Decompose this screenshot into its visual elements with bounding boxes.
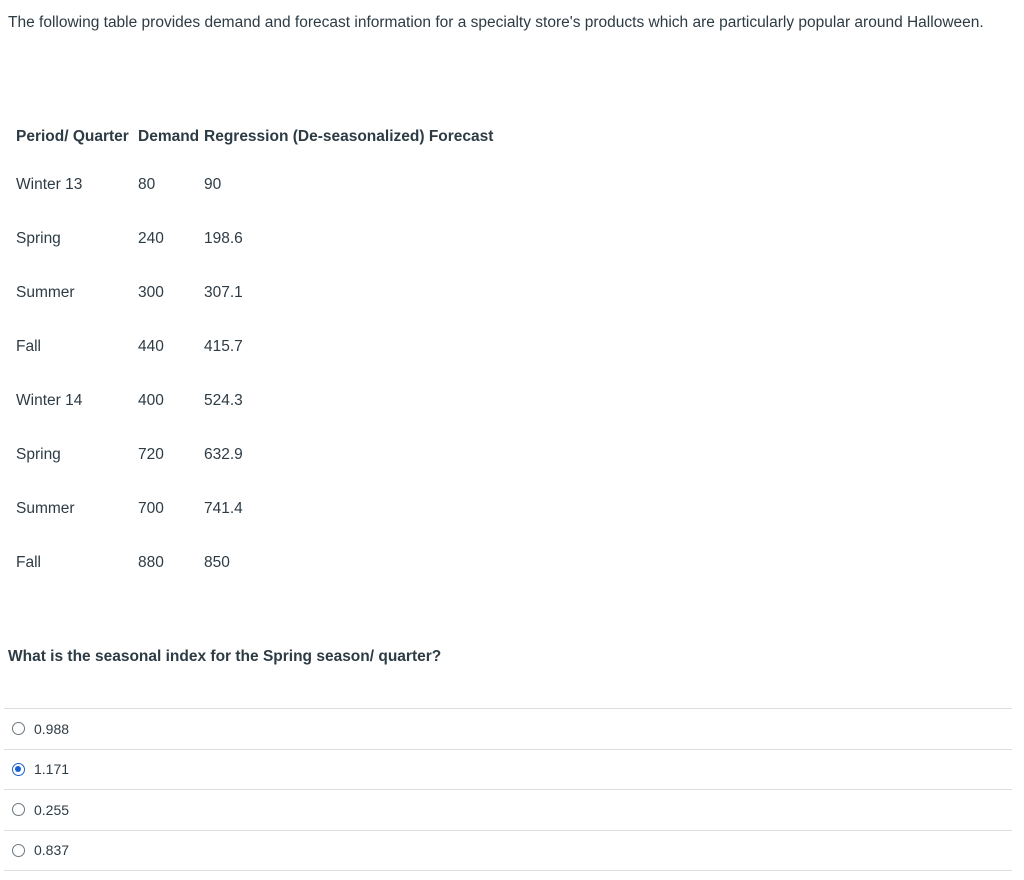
header-period: Period/ Quarter bbox=[16, 128, 129, 145]
cell-period: Winter 13 bbox=[16, 176, 83, 193]
cell-forecast: 741.4 bbox=[204, 500, 243, 517]
cell-forecast: 307.1 bbox=[204, 284, 243, 301]
header-demand: Demand bbox=[138, 128, 200, 145]
answer-label[interactable]: 0.988 bbox=[34, 720, 70, 737]
cell-period: Winter 14 bbox=[16, 392, 83, 409]
cell-demand: 240 bbox=[138, 230, 164, 247]
cell-demand: 80 bbox=[138, 176, 156, 193]
table-row bbox=[8, 158, 493, 212]
cell-forecast: 632.9 bbox=[204, 446, 243, 463]
table-row bbox=[8, 266, 493, 320]
answer-label[interactable]: 0.255 bbox=[34, 801, 70, 818]
cell-period: Summer bbox=[16, 284, 75, 301]
cell-forecast: 198.6 bbox=[204, 230, 243, 247]
answer-label[interactable]: 1.171 bbox=[34, 761, 70, 778]
cell-period: Spring bbox=[16, 446, 61, 463]
cell-period: Fall bbox=[16, 554, 41, 571]
table-row bbox=[8, 374, 493, 428]
cell-forecast: 415.7 bbox=[204, 338, 243, 355]
cell-period: Fall bbox=[16, 338, 41, 355]
cell-demand: 700 bbox=[138, 500, 164, 517]
table-row bbox=[8, 212, 493, 266]
radio-button-icon[interactable] bbox=[12, 763, 25, 776]
answer-option[interactable] bbox=[4, 750, 1012, 791]
table-row bbox=[8, 428, 493, 482]
answer-label[interactable]: 0.837 bbox=[34, 842, 70, 859]
cell-period: Summer bbox=[16, 500, 75, 517]
table-row bbox=[8, 536, 493, 590]
radio-button-icon[interactable] bbox=[12, 722, 25, 735]
cell-demand: 300 bbox=[138, 284, 164, 301]
table-row bbox=[8, 320, 493, 374]
header-forecast: Regression (De-seasonalized) Forecast bbox=[204, 128, 494, 145]
answer-option[interactable] bbox=[4, 790, 1012, 831]
cell-demand: 440 bbox=[138, 338, 164, 355]
cell-forecast: 850 bbox=[204, 554, 230, 571]
table-row bbox=[8, 482, 493, 536]
cell-forecast: 524.3 bbox=[204, 392, 243, 409]
table-header-row bbox=[8, 116, 493, 158]
answer-list bbox=[4, 708, 1012, 871]
demand-forecast-table bbox=[8, 116, 493, 590]
radio-button-icon[interactable] bbox=[12, 803, 25, 816]
cell-forecast: 90 bbox=[204, 176, 222, 193]
cell-period: Spring bbox=[16, 230, 61, 247]
cell-demand: 880 bbox=[138, 554, 164, 571]
answer-option[interactable] bbox=[4, 831, 1012, 872]
cell-demand: 720 bbox=[138, 446, 164, 463]
cell-demand: 400 bbox=[138, 392, 164, 409]
question-intro: The following table provides demand and forecast information for a specialty store's products which are particularly popular around Halloween. bbox=[8, 14, 984, 31]
radio-button-icon[interactable] bbox=[12, 844, 25, 857]
answer-option[interactable] bbox=[4, 709, 1012, 750]
question-text: What is the seasonal index for the Spring season/ quarter? bbox=[8, 648, 442, 665]
